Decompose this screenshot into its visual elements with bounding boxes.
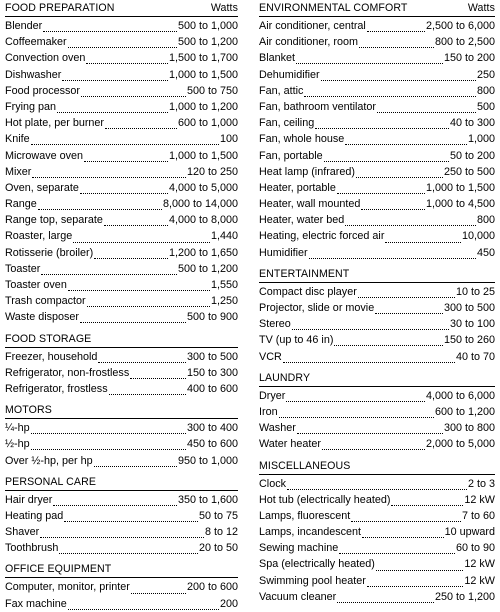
dot-leader [315, 119, 449, 129]
appliance-row [259, 540, 495, 556]
appliance-name: Fan, whole house [259, 133, 345, 146]
appliance-name: Iron [259, 405, 278, 418]
appliance-row [5, 50, 238, 66]
dot-leader [375, 304, 443, 314]
dot-leader [32, 168, 186, 178]
appliance-name: Washer [259, 422, 296, 435]
dot-leader [94, 457, 177, 467]
dot-leader [68, 281, 210, 291]
appliance-row [5, 245, 238, 261]
dot-leader [41, 265, 177, 275]
dot-leader [31, 424, 186, 434]
section-heading [259, 266, 495, 283]
dot-leader [324, 152, 449, 162]
appliance-name: VCR [259, 350, 282, 363]
wattage-value: 500 to 1,200 [177, 262, 238, 275]
wattage-value: 120 to 250 [186, 165, 238, 178]
wattage-value: 60 to 90 [455, 542, 495, 555]
wattage-value: 350 to 1,600 [177, 493, 238, 506]
appliance-name: Blanket [259, 52, 296, 65]
appliance-name: Fan, portable [259, 149, 323, 162]
section-miscellaneous [259, 458, 495, 606]
section-motors [5, 402, 238, 469]
dot-leader [94, 249, 168, 259]
appliance-row [5, 277, 238, 293]
wattage-value: 10 upward [444, 526, 495, 539]
wattage-value: 150 to 200 [443, 52, 495, 65]
appliance-row [259, 228, 495, 244]
wattage-value: 300 to 500 [186, 350, 238, 363]
appliance-name: ½-hp [5, 438, 30, 451]
appliance-name: Air conditioner, central [259, 20, 366, 32]
wattage-value: 12 kW [464, 558, 495, 571]
wattage-value: 30 to 100 [449, 318, 495, 331]
appliance-row [5, 228, 238, 244]
section-title: OFFICE EQUIPMENT [5, 563, 112, 576]
wattage-value: 1,000 to 4,500 [425, 198, 495, 211]
appliance-name: Hair dryer [5, 493, 53, 506]
wattage-value: 50 to 200 [449, 149, 495, 162]
dot-leader [345, 135, 467, 145]
dot-leader [31, 440, 186, 450]
dot-leader [287, 480, 467, 490]
section-laundry [259, 370, 495, 453]
appliance-name: Fan, ceiling [259, 117, 315, 130]
appliance-row [259, 404, 495, 420]
dot-leader [80, 184, 168, 194]
dot-leader [59, 544, 198, 554]
appliance-row [259, 300, 495, 316]
appliance-name: Swimming pool heater [259, 574, 366, 587]
appliance-name: Frying pan [5, 100, 57, 113]
wattage-value: 300 to 800 [443, 422, 495, 435]
wattage-value: 1,440 [210, 230, 238, 243]
wattage-value: 12 kW [464, 574, 495, 587]
appliance-name: Heater, wall mounted [259, 198, 361, 211]
appliance-row [5, 508, 238, 524]
section-title: PERSONAL CARE [5, 475, 96, 488]
appliance-name: Blender [5, 20, 43, 32]
appliance-row [5, 148, 238, 164]
appliance-row [5, 180, 238, 196]
wattage-value: 800 [476, 214, 495, 227]
wattage-value: 250 to 1,200 [434, 590, 495, 603]
dot-leader [359, 38, 434, 48]
appliance-name: Toaster [5, 262, 41, 275]
appliance-row [259, 284, 495, 300]
section-title: LAUNDRY [259, 371, 311, 384]
appliance-name: Roaster, large [5, 230, 73, 243]
appliance-name: Clock [259, 477, 286, 490]
appliance-row [5, 436, 238, 452]
appliance-row [5, 34, 238, 50]
appliance-row [259, 164, 495, 180]
appliance-name: Sewing machine [259, 542, 339, 555]
dot-leader [309, 249, 476, 259]
section-heading [5, 0, 238, 17]
appliance-row [259, 131, 495, 147]
appliance-name: Trash compactor [5, 295, 86, 308]
wattage-value: 1,000 to 1,500 [168, 68, 238, 81]
appliance-row [5, 579, 238, 595]
dot-leader [345, 216, 476, 226]
wattage-value: 8,000 to 14,000 [162, 198, 238, 211]
wattage-value: 200 to 600 [186, 581, 238, 594]
appliance-row [5, 131, 238, 147]
dot-leader [321, 71, 476, 81]
section-personal-care [5, 474, 238, 557]
appliance-row [259, 99, 495, 115]
appliance-row [259, 34, 495, 50]
appliance-name: Lamps, fluorescent [259, 509, 351, 522]
appliance-name: Heating pad [5, 509, 64, 522]
dot-leader [322, 440, 425, 450]
wattage-value: 300 to 500 [443, 302, 495, 314]
appliance-row [259, 115, 495, 131]
appliance-name: Dishwasher [5, 68, 62, 81]
appliance-name: Heater, water bed [259, 214, 345, 227]
appliance-row [5, 453, 238, 469]
appliance-name: Refrigerator, non-frostless [5, 366, 130, 379]
dot-leader [53, 496, 177, 506]
appliance-name: Convection oven [5, 52, 86, 65]
appliance-name: Microwave oven [5, 149, 84, 162]
appliance-name: Dryer [259, 389, 286, 402]
dot-leader [31, 135, 219, 145]
wattage-value: 4,000 to 5,000 [168, 181, 238, 194]
wattage-value: 1,000 [467, 133, 495, 146]
section-heading [5, 561, 238, 578]
wattage-value: 40 to 70 [455, 350, 495, 363]
appliance-row [5, 261, 238, 277]
appliance-name: Lamps, incandescent [259, 526, 362, 539]
appliance-row [5, 67, 238, 83]
wattage-value: 50 to 75 [198, 509, 238, 522]
appliance-row [5, 83, 238, 99]
appliance-row [5, 540, 238, 556]
wattage-value: 1,500 to 1,700 [168, 52, 238, 65]
dot-leader [57, 103, 168, 113]
appliance-row [259, 212, 495, 228]
right-column [259, 0, 495, 605]
wattage-value: 500 to 900 [186, 311, 238, 324]
dot-leader [86, 54, 168, 64]
left-column [5, 0, 238, 612]
appliance-name: Humidifier [259, 246, 308, 259]
appliance-name: Oven, separate [5, 181, 79, 194]
wattage-value: 500 to 750 [186, 84, 238, 97]
appliance-name: Knife [5, 133, 30, 146]
dot-leader [286, 392, 425, 402]
appliance-name: Fan, attic [259, 84, 304, 97]
wattage-value: 2 to 3 [467, 477, 495, 490]
section-heading [259, 0, 495, 17]
unit-label: Watts [210, 2, 238, 14]
appliance-name: Food processor [5, 84, 81, 97]
dot-leader [109, 385, 186, 395]
dot-leader [292, 320, 449, 330]
wattage-value: 250 to 500 [443, 165, 495, 178]
dot-leader [304, 87, 476, 97]
appliance-row [5, 381, 238, 397]
wattage-value: 2,000 to 5,000 [425, 438, 495, 451]
appliance-name: Range top, separate [5, 214, 103, 227]
section-heading [5, 331, 238, 348]
wattage-value: 1,250 [210, 295, 238, 308]
dot-leader [105, 119, 177, 129]
appliance-row [259, 508, 495, 524]
appliance-row [259, 245, 495, 261]
wattage-value: 40 to 300 [449, 117, 495, 130]
appliance-row [5, 309, 238, 325]
wattage-value: 1,000 to 1,500 [425, 181, 495, 194]
section-title: ENVIRONMENTAL COMFORT [259, 2, 408, 14]
appliance-row [259, 492, 495, 508]
appliance-name: Water heater [259, 438, 322, 451]
dot-leader [87, 297, 210, 307]
wattage-value: 150 to 260 [443, 334, 495, 347]
appliance-name: Coffeemaker [5, 36, 67, 49]
appliance-name: Hot tub (electrically heated) [259, 493, 391, 506]
appliance-row [259, 83, 495, 99]
section-title: ENTERTAINMENT [259, 267, 350, 280]
appliance-name: Heat lamp (infrared) [259, 165, 356, 178]
dot-leader [68, 600, 219, 610]
appliance-name: Over ½-hp, per hp [5, 454, 93, 467]
section-office-equipment [5, 561, 238, 611]
wattage-value: 800 [476, 84, 495, 97]
appliance-name: Heating, electric forced air [259, 230, 385, 243]
appliance-name: Air conditioner, room [259, 36, 359, 49]
appliance-row [259, 420, 495, 436]
appliance-row [5, 18, 238, 34]
appliance-name: Hot plate, per burner [5, 117, 105, 130]
dot-leader [337, 184, 425, 194]
wattage-value: 1,550 [210, 279, 238, 291]
appliance-row [5, 420, 238, 436]
appliance-name: Computer, monitor, printer [5, 581, 130, 594]
wattage-value: 450 [476, 246, 495, 259]
wattage-value: 2,500 to 6,000 [425, 20, 495, 32]
appliance-name: Toaster oven [5, 279, 67, 291]
appliance-name: ¼-hp [5, 422, 30, 435]
dot-leader [279, 408, 434, 418]
section-title: MOTORS [5, 404, 52, 417]
wattage-value: 4,000 to 8,000 [168, 214, 238, 227]
dot-leader [296, 54, 443, 64]
appliance-row [259, 316, 495, 332]
dot-leader [337, 593, 434, 603]
dot-leader [367, 22, 425, 32]
dot-leader [43, 22, 177, 32]
section-title: MISCELLANEOUS [259, 459, 351, 472]
appliance-row [5, 196, 238, 212]
appliance-row [5, 293, 238, 309]
wattage-value: 800 to 2,500 [434, 36, 495, 49]
appliance-name: Mixer [5, 165, 32, 178]
section-food-preparation [5, 0, 238, 326]
wattage-value: 200 [219, 597, 238, 610]
wattage-value: 250 [476, 68, 495, 81]
wattage-value: 500 to 1,000 [177, 20, 238, 32]
dot-leader [361, 200, 425, 210]
appliance-row [5, 596, 238, 612]
wattage-value: 300 to 400 [186, 422, 238, 435]
dot-leader [362, 528, 444, 538]
appliance-name: Vacuum cleaner [259, 590, 337, 603]
appliance-name: Shaver [5, 526, 40, 539]
appliance-row [259, 524, 495, 540]
dot-leader [391, 496, 463, 506]
appliance-name: Heater, portable [259, 181, 336, 194]
appliance-name: Spa (electrically heated) [259, 558, 375, 571]
dot-leader [385, 233, 461, 243]
dot-leader [68, 38, 177, 48]
section-entertainment [259, 266, 495, 365]
dot-leader [62, 71, 168, 81]
appliance-row [259, 148, 495, 164]
appliance-row [259, 50, 495, 66]
dot-leader [367, 577, 464, 587]
appliance-row [5, 365, 238, 381]
dot-leader [80, 313, 186, 323]
unit-label: Watts [467, 2, 495, 14]
dot-leader [356, 168, 443, 178]
wattage-value: 600 to 1,000 [177, 117, 238, 130]
appliance-name: Rotisserie (broiler) [5, 246, 94, 259]
appliance-row [5, 164, 238, 180]
appliance-name: Fan, bathroom ventilator [259, 100, 377, 113]
dot-leader [339, 544, 455, 554]
dot-leader [131, 584, 186, 594]
wattage-value: 450 to 600 [186, 438, 238, 451]
wattage-value: 7 to 60 [461, 509, 495, 522]
appliance-row [259, 196, 495, 212]
dot-leader [64, 512, 198, 522]
dot-leader [334, 336, 443, 346]
section-heading [259, 370, 495, 387]
wattage-value: 10 to 25 [455, 285, 495, 298]
appliance-name: Stereo [259, 318, 291, 331]
appliance-name: Fax machine [5, 597, 67, 610]
appliance-name: Dehumidifier [259, 68, 320, 81]
dot-leader [130, 369, 186, 379]
wattage-value: 500 [476, 100, 495, 113]
appliance-name: Projector, slide or movie [259, 302, 375, 314]
wattage-value: 1,200 to 1,650 [168, 246, 238, 259]
wattage-value: 100 [219, 133, 238, 146]
dot-leader [84, 152, 168, 162]
appliance-row [259, 332, 495, 348]
section-heading [259, 458, 495, 475]
appliance-name: Waste disposer [5, 311, 80, 324]
wattage-value: 150 to 300 [186, 366, 238, 379]
dot-leader [377, 103, 476, 113]
appliance-name: Freezer, household [5, 350, 98, 363]
appliance-name: Toothbrush [5, 542, 59, 555]
dot-leader [73, 233, 210, 243]
appliance-row [259, 180, 495, 196]
section-title: FOOD PREPARATION [5, 2, 115, 14]
section-environmental-comfort [259, 0, 495, 261]
wattage-value: 20 to 50 [198, 542, 238, 555]
appliance-name: Refrigerator, frostless [5, 382, 108, 395]
wattage-value: 8 to 12 [204, 526, 238, 539]
dot-leader [38, 200, 162, 210]
appliance-row [5, 349, 238, 365]
appliance-row [259, 67, 495, 83]
appliance-row [259, 349, 495, 365]
appliance-row [5, 115, 238, 131]
section-heading [5, 402, 238, 419]
appliance-row [259, 476, 495, 492]
appliance-row [259, 573, 495, 589]
appliance-row [5, 524, 238, 540]
appliance-name: TV (up to 46 in) [259, 334, 334, 347]
appliance-row [5, 99, 238, 115]
wattage-value: 12 kW [464, 493, 495, 506]
dot-leader [297, 424, 443, 434]
appliance-row [5, 212, 238, 228]
wattage-value: 500 to 1,200 [177, 36, 238, 49]
section-title: FOOD STORAGE [5, 332, 92, 345]
appliance-row [259, 18, 495, 34]
wattage-value: 4,000 to 6,000 [425, 389, 495, 402]
section-heading [5, 474, 238, 491]
dot-leader [376, 561, 464, 571]
dot-leader [358, 288, 455, 298]
wattage-value: 400 to 600 [186, 382, 238, 395]
appliance-row [259, 436, 495, 452]
dot-leader [104, 216, 168, 226]
wattage-value: 1,000 to 1,200 [168, 100, 238, 113]
wattage-value: 600 to 1,200 [434, 405, 495, 418]
appliance-row [259, 589, 495, 605]
wattage-value: 1,000 to 1,500 [168, 149, 238, 162]
wattage-value: 950 to 1,000 [177, 454, 238, 467]
dot-leader [283, 353, 455, 363]
dot-leader [40, 528, 204, 538]
appliance-row [259, 388, 495, 404]
dot-leader [351, 512, 461, 522]
wattage-value: 10,000 [461, 230, 495, 243]
dot-leader [81, 87, 186, 97]
appliance-row [5, 492, 238, 508]
appliance-name: Compact disc player [259, 285, 357, 298]
section-food-storage [5, 331, 238, 398]
appliance-name: Range [5, 198, 37, 211]
dot-leader [98, 353, 186, 363]
